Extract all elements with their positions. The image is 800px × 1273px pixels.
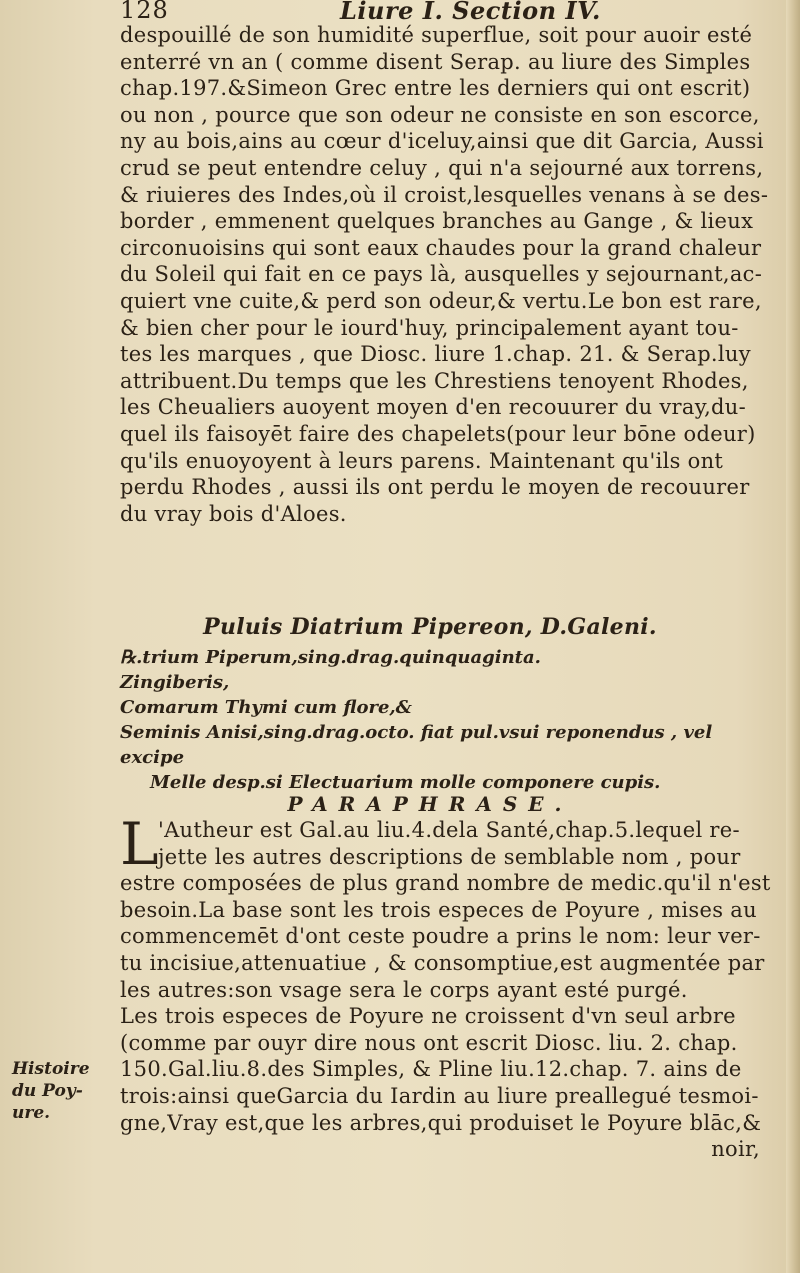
text-line: 'Autheur est Gal.au liu.4.dela Santé,chap.5.lequel re- (158, 818, 740, 842)
text-line: du Soleil qui fait en ce pays là, ausquelles y sejournant,ac- (120, 262, 763, 287)
text-line: & bien cher pour le iourd'huy, principalement ayant tou- (120, 315, 739, 340)
text-line: circonuoisins qui sont eaux chaudes pour la grand chaleur (120, 235, 762, 260)
body-text-bottom (120, 810, 771, 1163)
text-line: chap.197.&Simeon Grec entre les derniers qui ont escrit) (120, 76, 751, 101)
recipe-line: ℞.trium Piperum,sing.drag.quinquaginta. (120, 647, 541, 668)
catchword: noir, (711, 1137, 760, 1162)
text-line: du vray bois d'Aloes. (120, 501, 347, 526)
page-number: 128 (120, 0, 169, 24)
text-line: quel ils faisoyēt faire des chapelets(pour leur bōne odeur) (120, 421, 756, 446)
text-line: commencemēt d'ont ceste poudre a prins le nom: leur ver- (120, 924, 761, 949)
recipe-line: Comarum Thymi cum flore,& (120, 697, 412, 718)
text-line: besoin.La base sont les trois especes de Poyure , mises au (120, 897, 757, 922)
text-line: trois:ainsi queGarcia du Iardin au liure preallegué tesmoi- (120, 1083, 759, 1108)
text-line: les Cheualiers auoyent moyen d'en recouurer du vray,du- (120, 395, 747, 420)
text-line: ou non , pource que son odeur ne consiste en son escorce, (120, 102, 760, 127)
text-line: Les trois especes de Poyure ne croissent d'vn seul arbre (120, 1004, 736, 1029)
recipe-block (120, 645, 770, 795)
text-line: tes les marques , que Diosc. liure 1.chap. 21. & Serap.luy (120, 342, 751, 367)
recipe-line: Seminis Anisi,sing.drag.octo. fiat pul.vsui reponendus , vel excipe (120, 722, 713, 768)
paraphrase-heading: PARAPHRASE. (287, 792, 573, 816)
recipe-line: Melle desp.si Electuarium molle componere cupis. (150, 772, 661, 793)
text-line: 150.Gal.liu.8.des Simples, & Pline liu.12.chap. 7. ains de (120, 1057, 742, 1082)
drop-cap: L (120, 810, 159, 878)
text-line: despouillé de son humidité superflue, soit pour auoir esté (120, 23, 753, 47)
text-line: enterré vn an ( comme disent Serap. au liure des Simples (120, 49, 751, 74)
text-line: ny au bois,ains au cœur d'iceluy,ainsi que dit Garcia, Aussi (120, 129, 764, 154)
text-line: (comme par ouyr dire nous ont escrit Diosc. liu. 2. chap. (120, 1030, 738, 1055)
running-head: Liure I. Section IV. (340, 0, 601, 25)
text-line: estre composées de plus grand nombre de medic.qu'il n'est (120, 871, 771, 896)
text-line: les autres:son vsage sera le corps ayant esté purgé. (120, 977, 688, 1002)
page-edge-shadow (786, 0, 800, 1273)
text-line: & riuieres des Indes,où il croist,lesquelles venans à se des- (120, 182, 769, 207)
text-line: jette les autres descriptions de semblable nom , pour (158, 844, 741, 869)
text-line: crud se peut entendre celuy , qui n'a sejourné aux torrens, (120, 155, 764, 180)
body-text-top (120, 22, 770, 527)
text-line: attribuent.Du temps que les Chrestiens tenoyent Rhodes, (120, 368, 749, 393)
text-line: quiert vne cuite,& perd son odeur,& vertu.Le bon est rare, (120, 288, 762, 313)
recipe-line: Zingiberis, (120, 672, 230, 693)
text-line: gne,Vray est,que les arbres,qui produiset le Poyure blāc,& (120, 1110, 762, 1135)
text-line: qu'ils enuoyoyent à leurs parens. Maintenant qu'ils ont (120, 448, 724, 473)
text-line: perdu Rhodes , aussi ils ont perdu le moyen de recouurer (120, 475, 750, 500)
text-line: tu incisiue,attenuatiue , & consomptiue,est augmentée par (120, 950, 765, 975)
recipe-title: Puluis Diatrium Pipereon, D.Galeni. (203, 614, 657, 640)
text-line: border , emmenent quelques branches au Gange , & lieux (120, 209, 754, 234)
margin-note: Histoire du Poy-ure. (12, 1059, 90, 1123)
